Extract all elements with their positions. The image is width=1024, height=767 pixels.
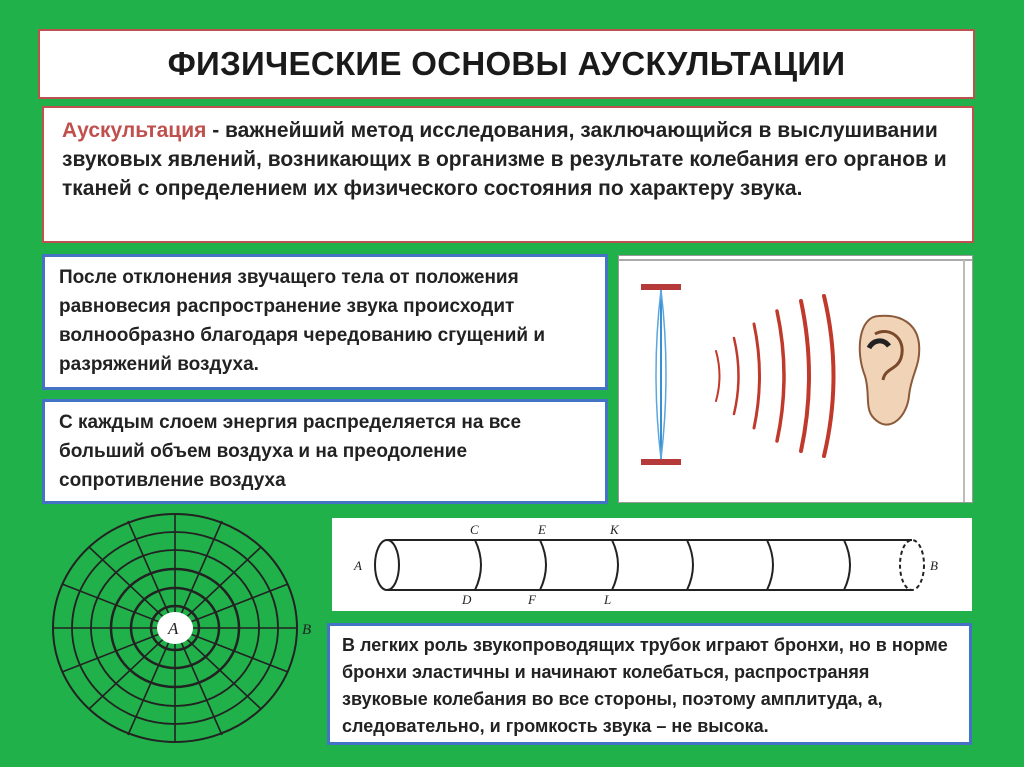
propagation-text: После отклонения звучащего тела от положения равновесия распространение звука происходит волнообразно благодаря чередованию сгущений и разряжений воздуха. — [59, 267, 546, 375]
tube-label-f: F — [528, 592, 536, 607]
tube-label-k: K — [610, 522, 619, 537]
concentric-layers-diagram — [40, 510, 320, 760]
title-box — [38, 29, 975, 99]
definition-term: Аускультация — [62, 119, 207, 142]
sound-waves — [716, 296, 834, 456]
energy-text: С каждым слоем энергия распределяется на все больший объем воздуха и на преодоление сопротивление воздуха — [59, 412, 522, 491]
tube-label-l: L — [604, 592, 612, 607]
definition-text: - важнейший метод исследования, заключающийся в выслушивании звуковых явлений, возникающих в организме в результате колебания его органов и тканей с определением их физического состояния по характеру звука. — [62, 119, 947, 200]
ear-icon — [860, 316, 920, 425]
lungs-box — [327, 623, 972, 745]
disk-label-edge: B — [302, 622, 312, 638]
tube-diagram — [332, 518, 972, 611]
sound-wave-illustration — [618, 255, 973, 503]
propagation-box — [42, 254, 608, 390]
tube-label-a: A — [354, 558, 362, 573]
tube-label-c: C — [470, 522, 479, 537]
tube-label-b: B — [930, 558, 938, 573]
disk-label-center: A — [168, 619, 179, 638]
lungs-text: В легких роль звукопроводящих трубок играют бронхи, но в норме бронхи эластичны и начинают колебаться, распространяя звуковые колебания во все стороны, поэтому амплитуда, а, следовательно, и громкость звука – не высока. — [342, 635, 948, 736]
definition-box — [42, 106, 974, 243]
page-title: ФИЗИЧЕСКИЕ ОСНОВЫ АУСКУЛЬТАЦИИ — [167, 45, 846, 82]
tube-label-d: D — [462, 592, 472, 607]
energy-box — [42, 399, 608, 504]
tube-label-e: E — [538, 522, 546, 537]
vibrating-string-icon — [641, 284, 681, 465]
